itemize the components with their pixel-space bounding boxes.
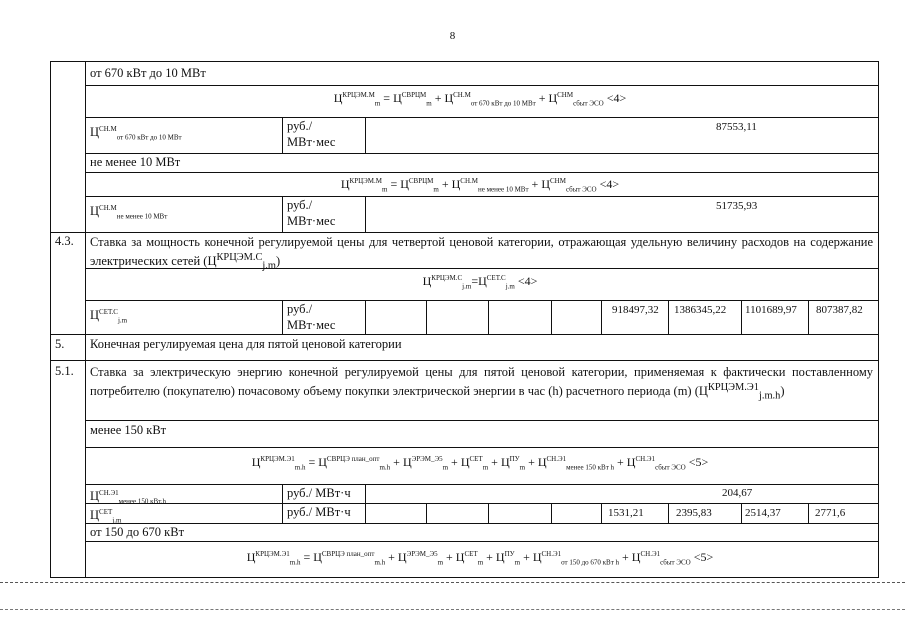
table-rule bbox=[85, 196, 879, 197]
section-number: 5.1. bbox=[55, 364, 74, 378]
row-label: от 150 до 670 кВт bbox=[90, 525, 185, 539]
unit-label: руб./ bbox=[287, 119, 313, 133]
table-divider bbox=[365, 196, 366, 232]
table-divider bbox=[426, 503, 427, 523]
table-rule bbox=[85, 523, 879, 524]
tariff-value: 1531,21 bbox=[608, 507, 644, 519]
table-divider bbox=[601, 300, 602, 334]
tariff-value: 918497,32 bbox=[612, 304, 659, 316]
formula: $Ц^{КРЦЭМ.Э1}_{m.h} = Ц^{СВРЦЭ план\_опт}_{m.h} + Ц^{ЭРЭМ\_Э5}_m + Ц^{СЕТ}_m + Ц^{ПУ}_m + Ц^{СН.Э1}_{от 150 до 670 кВт h} + Ц^{СН.Э1}_{сбыт ЭСО} <5>$ bbox=[246, 550, 714, 567]
formula: $Ц^{КРЦЭМ.М}_m = Ц^{СВРЦМ}_m + Ц^{СН.М}_{не менее 10 МВт} + Ц^{СНМ}_{сбыт ЭСО} <4>$ bbox=[340, 177, 620, 194]
table-divider bbox=[426, 300, 427, 334]
row-label: от 670 кВт до 10 МВт bbox=[90, 66, 206, 80]
formula: $Ц^{КРЦЭМ.Э1}_{m.h} = Ц^{СВРЦЭ план\_опт}_{m.h} + Ц^{ЭРЭМ\_Э5}_m + Ц^{СЕТ}_m + Ц^{ПУ}_m + Ц^{СН.Э1}_{менее 150 кВт h} + Ц^{СН.Э1}_{сбыт ЭСО} <5>$ bbox=[251, 455, 709, 472]
table-rule bbox=[50, 232, 879, 233]
scan-edge bbox=[0, 609, 905, 610]
scan-edge bbox=[0, 582, 905, 583]
table-rule bbox=[85, 85, 879, 86]
table-divider bbox=[282, 117, 283, 153]
table-rule bbox=[85, 484, 879, 485]
table-divider bbox=[741, 300, 742, 334]
table-divider bbox=[488, 300, 489, 334]
table-divider bbox=[282, 300, 283, 334]
table-divider bbox=[365, 300, 366, 334]
table-divider bbox=[668, 503, 669, 523]
tariff-value: 2771,6 bbox=[815, 507, 846, 519]
tariff-symbol: $Ц^{СН.М}_{от 670 кВт до 10 МВт}$ bbox=[90, 125, 182, 142]
table-rule bbox=[85, 447, 879, 448]
table-divider bbox=[741, 503, 742, 523]
section-text: Ставка за электрическую энергию конечной регулируемой цены для пятой ценовой категории, применяемая к фактически поставленному потребителю (покупателю) почасовому объему покупки электрической энергии в час (h) расчетного периода (m) $(Ц^{КРЦЭМ.Э1}_{j.m.h})$ bbox=[90, 365, 873, 402]
unit-label: руб./ bbox=[287, 302, 313, 316]
table-divider bbox=[668, 300, 669, 334]
table-divider bbox=[551, 503, 552, 523]
unit-label: руб./ МВт·ч bbox=[287, 486, 351, 500]
section-number: 5. bbox=[55, 337, 65, 351]
unit-label: МВт·мес bbox=[287, 318, 336, 332]
unit-label: руб./ МВт·ч bbox=[287, 505, 351, 519]
table-rule bbox=[85, 117, 879, 118]
table-divider bbox=[85, 61, 86, 578]
section-text: Конечная регулируемая цена для пятой ценовой категории bbox=[90, 337, 402, 351]
table-rule bbox=[50, 360, 879, 361]
table-divider bbox=[365, 117, 366, 153]
unit-label: МВт·мес bbox=[287, 135, 336, 149]
tariff-value: 1386345,22 bbox=[674, 304, 727, 316]
table-divider bbox=[488, 503, 489, 523]
page-number: 8 bbox=[449, 30, 456, 42]
formula: $Ц^{КРЦЭМ.М}_m = Ц^{СВРЦМ}_m + Ц^{СН.М}_{от 670 кВт до 10 МВт} + Ц^{СНМ}_{сбыт ЭСО} <4>$ bbox=[333, 91, 627, 108]
section-number: 4.3. bbox=[55, 234, 74, 248]
table-divider bbox=[808, 503, 809, 523]
table-divider bbox=[601, 503, 602, 523]
tariff-symbol: $Ц^{СЕТ.С}_{j.m}$ bbox=[90, 308, 128, 325]
table-rule bbox=[85, 300, 879, 301]
row-label: менее 150 кВт bbox=[90, 423, 167, 437]
tariff-value: 51735,93 bbox=[716, 200, 758, 212]
tariff-value: 2514,37 bbox=[745, 507, 781, 519]
tariff-value: 87553,11 bbox=[716, 121, 757, 133]
tariff-value: 1101689,97 bbox=[745, 304, 797, 316]
unit-label: МВт·мес bbox=[287, 214, 336, 228]
table-rule bbox=[85, 503, 879, 504]
table-divider bbox=[808, 300, 809, 334]
table-rule bbox=[85, 541, 879, 542]
section-text: Ставка за мощность конечной регулируемой цены для четвертой ценовой категории, отражающая удельную величину расходов на содержание электрических сетей $(Ц^{КРЦЭМ.С}_{j.m})$ bbox=[90, 235, 873, 272]
tariff-value: 204,67 bbox=[722, 487, 753, 499]
tariff-value: 2395,83 bbox=[676, 507, 712, 519]
tariff-symbol: $Ц^{СН.М}_{не менее 10 МВт}$ bbox=[90, 204, 168, 221]
table-rule bbox=[85, 153, 879, 154]
table-divider bbox=[551, 300, 552, 334]
tariff-symbol: $Ц^{СЕТ}_{j.m}$ bbox=[90, 508, 122, 525]
tariff-symbol: $Ц^{СН.Э1}_{менее 150 кВт.h}$ bbox=[90, 489, 166, 506]
table-rule bbox=[85, 172, 879, 173]
table-divider bbox=[282, 196, 283, 232]
row-label: не менее 10 МВт bbox=[90, 155, 181, 169]
unit-label: руб./ bbox=[287, 198, 313, 212]
table-rule bbox=[50, 334, 879, 335]
formula: $Ц^{КРЦЭМ.С}_{j.m}=Ц^{СЕТ.С}_{j.m} <4>$ bbox=[422, 274, 538, 291]
tariff-value: 807387,82 bbox=[816, 304, 863, 316]
table-rule bbox=[85, 420, 879, 421]
